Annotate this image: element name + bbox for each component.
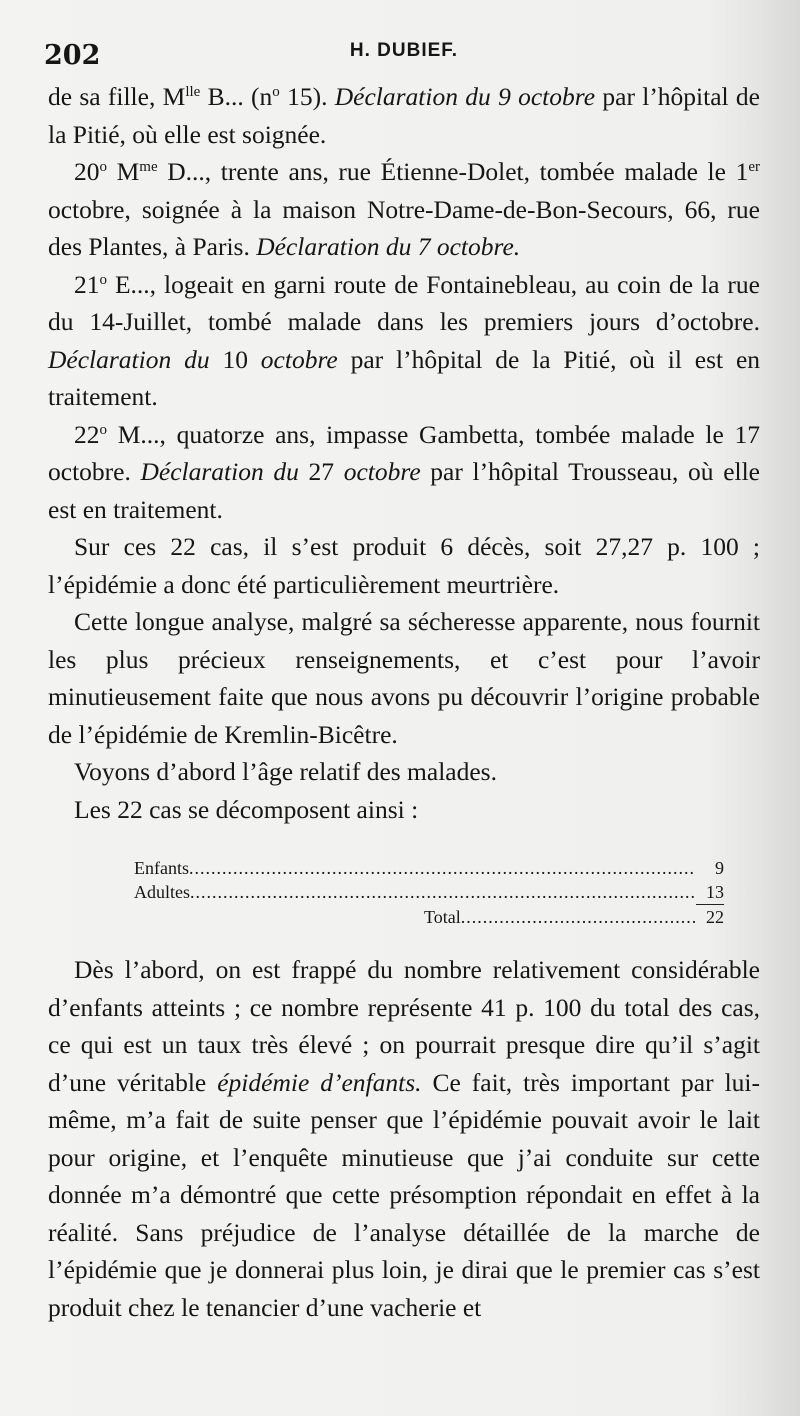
running-head: H. DUBIEF. <box>349 40 459 61</box>
cases-breakdown-table <box>134 856 724 929</box>
leader-dots <box>190 880 696 904</box>
table-total-row <box>134 905 724 929</box>
paragraph-age: Voyons d’abord l’âge relatif des malades. <box>74 757 497 786</box>
page-body <box>48 78 760 1326</box>
row-value: 13 <box>696 880 724 905</box>
paragraph-breakdown-intro: Les 22 cas se décomposent ainsi : <box>74 794 419 824</box>
total-value: 22 <box>706 907 724 927</box>
row-label: Enfants <box>134 858 189 878</box>
paragraph-case-21: 21$^o$ E..., logeait en garni route de Fontainebleau, au coin de la rue du 14-Juillet, tombé malade dans les premiers jours d’octobre. Déclaration du 10 octobre par l’hôpital de la Pitié, où il est en traitement. <box>48 269 761 411</box>
leader-dots <box>189 856 696 880</box>
table-row <box>134 880 724 905</box>
table-row <box>134 856 724 880</box>
paragraph-deaths: Sur ces 22 cas, il s’est produit 6 décès, soit 27,27 p. 100 ; l’épidémie a donc été particulièrement meurtrière. <box>48 532 760 599</box>
row-value: 9 <box>715 858 724 878</box>
paragraph-analysis: Cette longue analyse, malgré sa sécheresse apparente, nous fournit les plus précieux renseignements, et c’est pour l’avoir minutieusement faite que nous avons pu découvrir l’origine probable de l’épidémie de Kremlin-Bicêtre. <box>48 607 760 749</box>
paragraph-children: Dès l’abord, on est frappé du nombre relativement considérable d’enfants atteints ; ce nombre représente 41 p. 100 du total des cas, ce qui est un taux très élevé ; on pourrait presque dire qu’il s’agit d’une véritable épidémie d’enfants. Ce fait, très important par lui-même, m’a fait de suite penser que l’épidémie pouvait avoir le lait pour origine, et l’enquête minutieuse que j’ai conduite sur cette donnée m’a démontré que cette présomption répondait en effet à la réalité. Sans préjudice de l’analyse détaillée de la marche de l’épidémie que je donnerai plus loin, je dirai que le premier cas s’est produit chez le tenancier d’une vacherie et <box>48 955 760 1322</box>
page-number: 202 <box>44 40 101 71</box>
leader-dots <box>461 905 696 929</box>
paragraph-case-22: 22$^o$ M..., quatorze ans, impasse Gambetta, tombée malade le 17 octobre. Déclaration du 27 octobre par l’hôpital Trousseau, où elle est en traitement. <box>48 419 761 524</box>
row-label: Adultes <box>134 882 190 902</box>
paragraph-case-20: 20$^o$ $M^{me}$ D..., trente ans, rue Étienne-Dolet, tombée malade le 1er octobre, soignée à la maison Notre-Dame-de-Bon-Secours, 66, rue des Plantes, à Paris. Déclaration du 7 octobre. <box>48 157 760 261</box>
page-header <box>44 38 764 78</box>
paragraph-continuation: de sa fille, $M^{lle}$ B... ($n^o$ 15). Déclaration du 9 octobre par l’hôpital de la Pitié, où elle est soignée. <box>48 82 760 149</box>
total-label: Total <box>424 907 461 927</box>
